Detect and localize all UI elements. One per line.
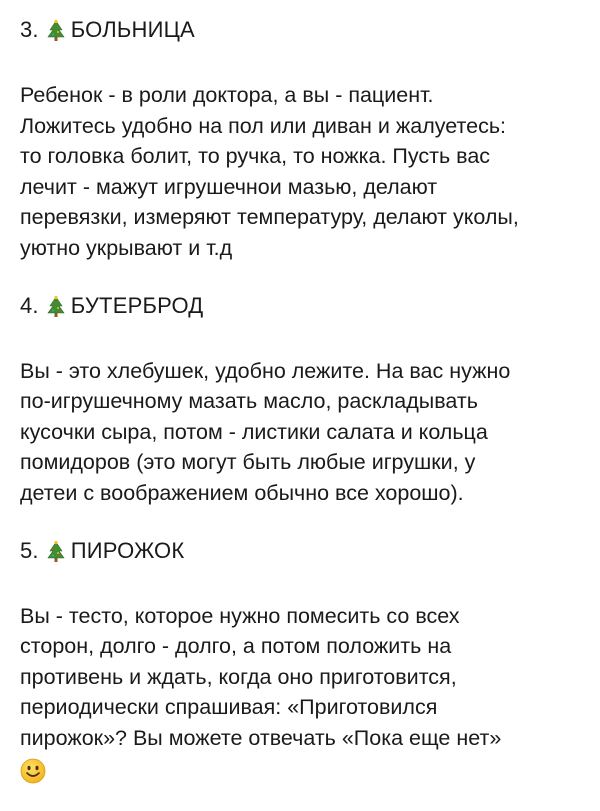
section-paragraph bbox=[20, 601, 592, 754]
paragraph-line: лечит - мажут игрушечнои мазью, делают bbox=[20, 174, 438, 199]
section-sandwich bbox=[20, 288, 592, 509]
section-number: 3. bbox=[20, 17, 39, 42]
paragraph-line: детеи с воображением обычно все хорошо). bbox=[20, 480, 464, 505]
christmas-tree-icon bbox=[47, 19, 65, 43]
section-number: 4. bbox=[20, 292, 39, 318]
section-heading bbox=[20, 533, 592, 569]
paragraph-line: Вы - тесто, которое нужно помесить со всех bbox=[20, 603, 460, 628]
section-heading bbox=[20, 288, 592, 324]
paragraph-line: периодически спрашивая: «Приготовился bbox=[20, 695, 438, 720]
paragraph-line: пирожок»? Вы можете отвечать «Пока еще нет» bbox=[20, 725, 502, 750]
paragraph-line: то головка болит, то ручка, то ножка. Пусть вас bbox=[20, 144, 491, 169]
section-title: БОЛЬНИЦА bbox=[70, 17, 195, 42]
paragraph-line: перевязки, измеряют температуру, делают уколы, bbox=[20, 205, 519, 230]
section-title: ПИРОЖОК bbox=[70, 537, 185, 563]
paragraph-line: уютно укрывают и т.д bbox=[20, 235, 233, 260]
document-page bbox=[20, 12, 592, 789]
section-number: 5. bbox=[20, 537, 39, 563]
christmas-tree-icon bbox=[47, 295, 65, 319]
smiley-face-icon bbox=[20, 758, 46, 784]
paragraph-line: Ребенок - в роли доктора, а вы - пациент. bbox=[20, 83, 434, 107]
paragraph-line: противень и ждать, когда оно приготовится, bbox=[20, 664, 457, 689]
section-title: БУТЕРБРОД bbox=[70, 292, 204, 318]
paragraph-line: помидоров (это могут быть любые игрушки, у bbox=[20, 450, 476, 475]
section-pie bbox=[20, 533, 592, 789]
paragraph-line: Вы - это хлебушек, удобно лежите. На вас нужно bbox=[20, 358, 511, 383]
paragraph-line: сторон, долго - долго, а потом положить на bbox=[20, 634, 452, 659]
paragraph-line: по-игрушечному мазать масло, раскладывать bbox=[20, 389, 478, 414]
section-hospital bbox=[20, 12, 592, 264]
christmas-tree-icon bbox=[47, 540, 65, 564]
section-paragraph bbox=[20, 80, 592, 264]
paragraph-line: кусочки сыра, потом - листики салата и кольца bbox=[20, 419, 488, 444]
section-paragraph bbox=[20, 356, 592, 509]
section-heading bbox=[20, 12, 592, 48]
paragraph-line: Ложитесь удобно на пол или диван и жалуетесь: bbox=[20, 113, 506, 138]
